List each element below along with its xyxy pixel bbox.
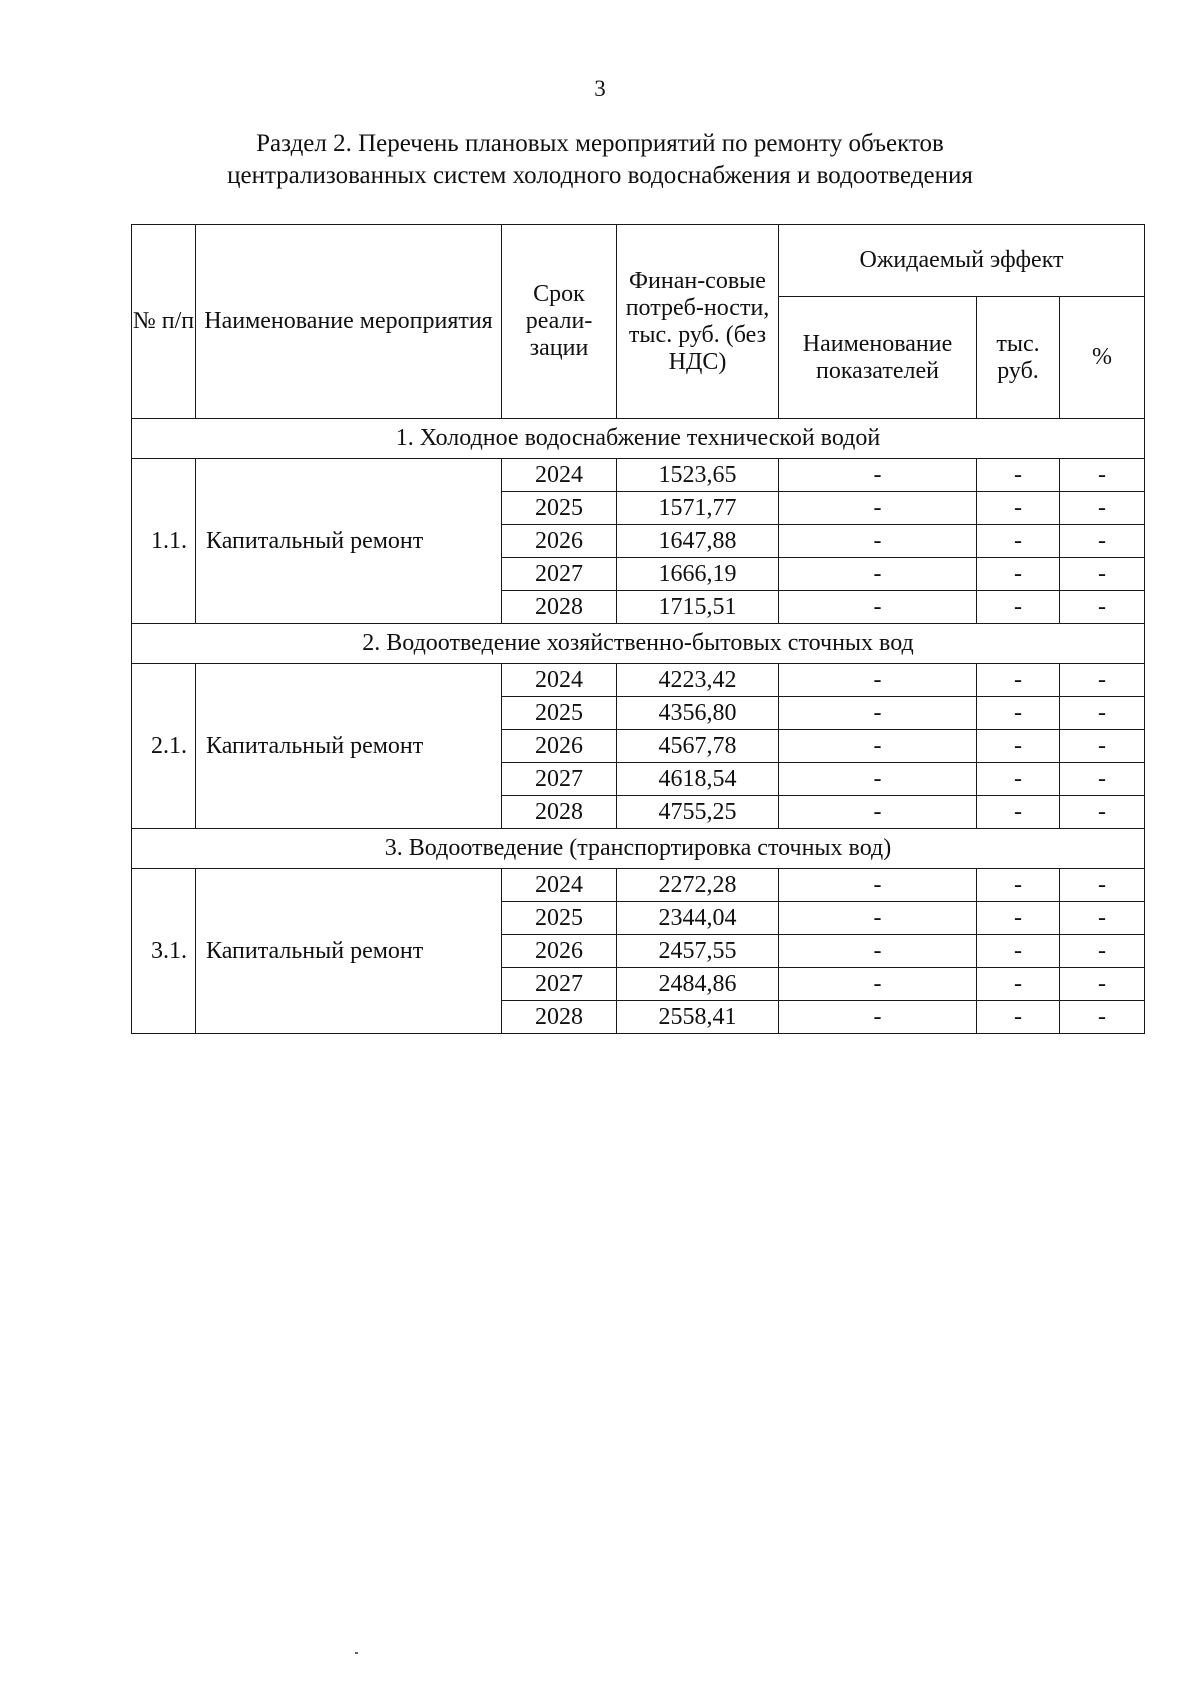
thousand-rub-cell: - xyxy=(977,558,1060,591)
header-expected-effect: Ожидаемый эффект xyxy=(779,225,1145,297)
percent-cell: - xyxy=(1060,697,1145,730)
indicator-cell: - xyxy=(779,492,977,525)
indicator-cell: - xyxy=(779,763,977,796)
table-row xyxy=(132,459,1145,492)
thousand-rub-cell: - xyxy=(977,459,1060,492)
year-cell: 2026 xyxy=(502,935,617,968)
indicator-cell: - xyxy=(779,697,977,730)
amount-cell: 1523,65 xyxy=(617,459,779,492)
percent-cell: - xyxy=(1060,525,1145,558)
percent-cell: - xyxy=(1060,796,1145,829)
year-cell: 2026 xyxy=(502,525,617,558)
header-name: Наименование мероприятия xyxy=(196,225,502,419)
amount-cell: 2457,55 xyxy=(617,935,779,968)
year-cell: 2024 xyxy=(502,869,617,902)
item-number: 2.1. xyxy=(132,664,196,829)
year-cell: 2028 xyxy=(502,591,617,624)
indicator-cell: - xyxy=(779,459,977,492)
percent-cell: - xyxy=(1060,935,1145,968)
amount-cell: 1571,77 xyxy=(617,492,779,525)
percent-cell: - xyxy=(1060,492,1145,525)
thousand-rub-cell: - xyxy=(977,902,1060,935)
indicator-cell: - xyxy=(779,558,977,591)
item-name: Капитальный ремонт xyxy=(196,869,502,1034)
thousand-rub-cell: - xyxy=(977,796,1060,829)
thousand-rub-cell: - xyxy=(977,525,1060,558)
percent-cell: - xyxy=(1060,730,1145,763)
amount-cell: 1647,88 xyxy=(617,525,779,558)
amount-cell: 4223,42 xyxy=(617,664,779,697)
indicator-cell: - xyxy=(779,902,977,935)
indicator-cell: - xyxy=(779,730,977,763)
thousand-rub-cell: - xyxy=(977,1001,1060,1034)
section-title-line-2: централизованных систем холодного водоснабжения и водоотведения xyxy=(227,162,973,189)
scan-speck xyxy=(355,1652,358,1654)
thousand-rub-cell: - xyxy=(977,492,1060,525)
indicator-cell: - xyxy=(779,935,977,968)
thousand-rub-cell: - xyxy=(977,697,1060,730)
section-heading: 3. Водоотведение (транспортировка сточных вод) xyxy=(132,829,1145,869)
amount-cell: 4356,80 xyxy=(617,697,779,730)
section-row xyxy=(132,829,1145,869)
section-row xyxy=(132,419,1145,459)
indicator-cell: - xyxy=(779,1001,977,1034)
amount-cell: 2272,28 xyxy=(617,869,779,902)
year-cell: 2027 xyxy=(502,558,617,591)
table-row xyxy=(132,664,1145,697)
year-cell: 2027 xyxy=(502,763,617,796)
item-name: Капитальный ремонт xyxy=(196,459,502,624)
thousand-rub-cell: - xyxy=(977,591,1060,624)
section-heading: 2. Водоотведение хозяйственно-бытовых сточных вод xyxy=(132,624,1145,664)
indicator-cell: - xyxy=(779,968,977,1001)
year-cell: 2025 xyxy=(502,697,617,730)
percent-cell: - xyxy=(1060,459,1145,492)
header-percent: % xyxy=(1060,297,1145,419)
table-row xyxy=(132,869,1145,902)
percent-cell: - xyxy=(1060,869,1145,902)
header-indicator-name: Наименование показателей xyxy=(779,297,977,419)
section-row xyxy=(132,624,1145,664)
header-thousand-rub: тыс. руб. xyxy=(977,297,1060,419)
amount-cell: 2484,86 xyxy=(617,968,779,1001)
amount-cell: 2558,41 xyxy=(617,1001,779,1034)
year-cell: 2028 xyxy=(502,1001,617,1034)
percent-cell: - xyxy=(1060,1001,1145,1034)
item-name: Капитальный ремонт xyxy=(196,664,502,829)
amount-cell: 4567,78 xyxy=(617,730,779,763)
thousand-rub-cell: - xyxy=(977,763,1060,796)
amount-cell: 1666,19 xyxy=(617,558,779,591)
year-cell: 2025 xyxy=(502,492,617,525)
year-cell: 2026 xyxy=(502,730,617,763)
percent-cell: - xyxy=(1060,558,1145,591)
thousand-rub-cell: - xyxy=(977,664,1060,697)
header-term: Срок реали-зации xyxy=(502,225,617,419)
percent-cell: - xyxy=(1060,763,1145,796)
header-num: № п/п xyxy=(132,225,196,419)
page-number: 3 xyxy=(594,76,606,101)
thousand-rub-cell: - xyxy=(977,869,1060,902)
indicator-cell: - xyxy=(779,796,977,829)
amount-cell: 1715,51 xyxy=(617,591,779,624)
thousand-rub-cell: - xyxy=(977,935,1060,968)
thousand-rub-cell: - xyxy=(977,968,1060,1001)
section-title-line-1: Раздел 2. Перечень плановых мероприятий по ремонту объектов xyxy=(256,130,944,157)
percent-cell: - xyxy=(1060,591,1145,624)
header-finance: Финан-совые потреб-ности, тыс. руб. (без НДС) xyxy=(617,225,779,419)
indicator-cell: - xyxy=(779,869,977,902)
year-cell: 2028 xyxy=(502,796,617,829)
amount-cell: 2344,04 xyxy=(617,902,779,935)
item-number: 3.1. xyxy=(132,869,196,1034)
amount-cell: 4755,25 xyxy=(617,796,779,829)
indicator-cell: - xyxy=(779,525,977,558)
amount-cell: 4618,54 xyxy=(617,763,779,796)
indicator-cell: - xyxy=(779,591,977,624)
year-cell: 2024 xyxy=(502,664,617,697)
year-cell: 2027 xyxy=(502,968,617,1001)
thousand-rub-cell: - xyxy=(977,730,1060,763)
percent-cell: - xyxy=(1060,664,1145,697)
percent-cell: - xyxy=(1060,968,1145,1001)
percent-cell: - xyxy=(1060,902,1145,935)
table-body xyxy=(132,419,1145,1034)
indicator-cell: - xyxy=(779,664,977,697)
year-cell: 2024 xyxy=(502,459,617,492)
item-number: 1.1. xyxy=(132,459,196,624)
section-title xyxy=(150,128,1050,192)
measures-table xyxy=(131,224,1145,1034)
section-heading: 1. Холодное водоснабжение технической водой xyxy=(132,419,1145,459)
year-cell: 2025 xyxy=(502,902,617,935)
